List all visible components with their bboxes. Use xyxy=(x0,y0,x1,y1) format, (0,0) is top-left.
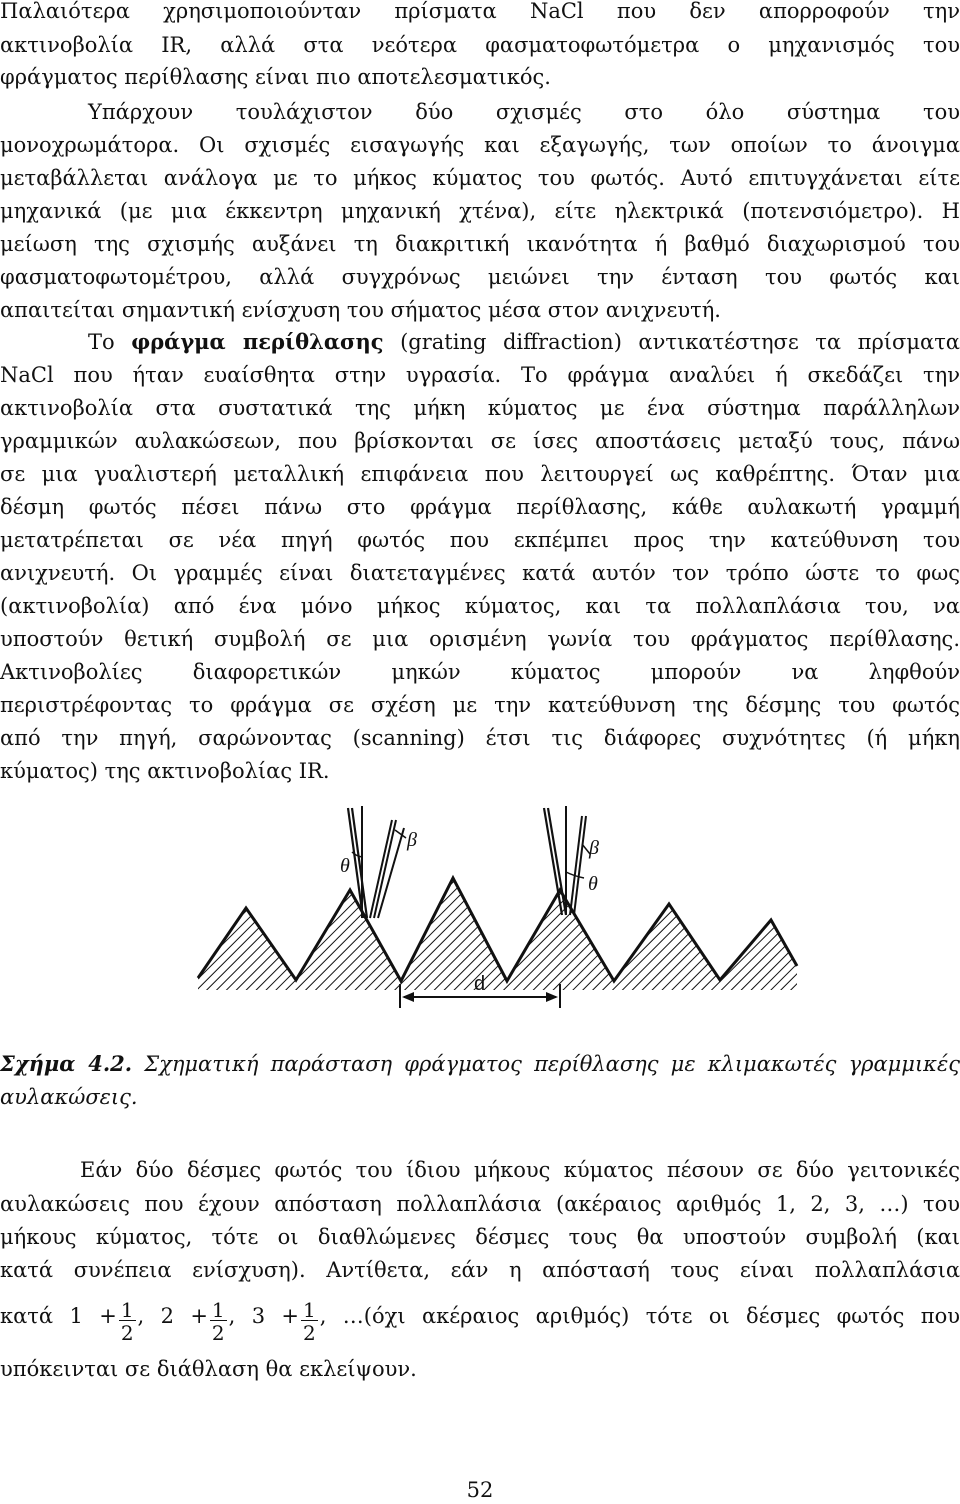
text-line: υπόκεινται σε διάθλαση θα εκλείψουν. xyxy=(0,1357,417,1381)
text-line: (ακτινοβολία) από ένα μόνο μήκος κύματος, και τα πολλαπλάσια του, να xyxy=(0,594,960,618)
fraction xyxy=(301,1300,318,1343)
text-line: αυλακώσεις που έχουν απόσταση πολλαπλάσια (ακέραιος αριθμός 1, 2, 3, …) του xyxy=(0,1192,960,1216)
label-theta: θ xyxy=(588,873,598,895)
fraction-denominator: 2 xyxy=(120,1321,134,1345)
text-line: γραμμικών αυλακώσεων, που βρίσκονται σε ίσες αποστάσεις μεταξύ τους, πάνω xyxy=(0,429,960,453)
arrow-head xyxy=(402,992,414,1002)
text-run: κατά xyxy=(0,1304,54,1328)
text-line: μείωση της σχισμής αυξάνει τη διακριτική ικανότητα ή βαθμό διαχωρισμού του xyxy=(0,232,960,256)
text-line: Εάν δύο δέσμες φωτός του ίδιου μήκους κύματος πέσουν σε δύο γειτονικές xyxy=(80,1158,960,1182)
text-line: ακτινοβολία στα συστατικά της μήκη κύματος με ένα σύστημα παράλληλων xyxy=(0,396,960,420)
text-run: Το xyxy=(88,330,132,354)
text-run: (grating diffraction) αντικατέστησε τα πρίσματα xyxy=(383,330,960,354)
text-line: μεταβάλλεται ανάλογα με το μήκος κύματος του φωτός. Αυτό επιτυγχάνεται είτε xyxy=(0,166,960,190)
incident-ray xyxy=(544,808,562,915)
label-d: d xyxy=(474,973,486,995)
text-line: Παλαιότερα χρησιμοποιούνταν πρίσματα NaCl που δεν απορροφούν την xyxy=(0,0,960,23)
caption-text: αυλακώσεις. xyxy=(0,1085,138,1109)
text-line: απαιτείται σημαντική ενίσχυση του σήματος μέσα στον ανιχνευτή. xyxy=(0,298,721,322)
label-beta: β xyxy=(589,837,599,859)
fraction-denominator: 2 xyxy=(211,1321,225,1345)
text-line: Ακτινοβολίες διαφορετικών μηκών κύματος μπορούν να ληφθούν xyxy=(0,660,960,684)
diffracted-ray xyxy=(370,820,392,918)
label-beta: β xyxy=(407,829,417,851)
text-line: σε μια γυαλιστερή μεταλλική επιφάνεια που λειτουργεί ως καθρέπτης. Όταν μια xyxy=(0,462,960,486)
text-line: ακτινοβολία IR, αλλά στα νεότερα φασματοφωτόμετρα ο μηχανισμός του xyxy=(0,33,960,57)
arrow-head xyxy=(546,992,558,1002)
fraction-numerator: 1 xyxy=(120,1298,134,1322)
text-line: NaCl που ήταν ευαίσθητα στην υγρασία. Το φράγμα αναλύει ή σκεδάζει την xyxy=(0,363,960,387)
text-line: ανιχνευτή. Οι γραμμές είναι διατεταγμένες κατά αυτόν τον τρόπο ώστε το φως xyxy=(0,561,960,585)
grating-diagram xyxy=(0,800,960,1030)
math-line: κατά 1 + $\frac{1}{2}$ , 2 + $\frac{1}{2}$ , 3 + $\frac{1}{2}$ , …(όχι ακέραιος αριθμός) τότε οι δέσμες φωτός που xyxy=(0,1298,960,1345)
text-line: μήκους κύματος, τότε οι διαθλώμενες δέσμες τους θα υποστούν συμβολή (και xyxy=(0,1225,960,1249)
text-line: μηχανικά (με μια έκκεντρη μηχανική χτένα), είτε ηλεκτρικά (ποτενσιόμετρο). Η xyxy=(0,199,960,223)
caption-text: Σχηματική παράσταση φράγματος περίθλασης με κλιμακωτές γραμμικές xyxy=(132,1052,960,1076)
text-line: κύματος) της ακτινοβολίας IR. xyxy=(0,759,330,783)
math-term: 2 + xyxy=(160,1304,208,1328)
fraction xyxy=(119,1300,136,1343)
fraction-denominator: 2 xyxy=(303,1321,316,1345)
text-line: μονοχρωμάτορα. Οι σχισμές εισαγωγής και εξαγωγής, των οποίων το άνοιγμα xyxy=(0,133,960,157)
grating-surface xyxy=(198,878,797,990)
bold-term: φράγμα περίθλασης xyxy=(131,329,384,354)
math-term: 1 + xyxy=(69,1304,117,1328)
fraction xyxy=(210,1300,227,1343)
figure-caption-cont xyxy=(0,1080,960,1114)
text-line: φράγματος περίθλασης είναι πιο αποτελεσματικός. xyxy=(0,65,551,89)
text-line: φασματοφωτομέτρου, αλλά συγχρόνως μειώνει την ένταση του φωτός και xyxy=(0,265,960,289)
text-line: κατά συνέπεια ενίσχυση). Αντίθετα, εάν η απόστασή τους είναι πολλαπλάσια xyxy=(0,1258,960,1282)
math-term: 3 + xyxy=(251,1304,300,1328)
text-line: υποστούν θετική συμβολή σε μια ορισμένη γωνία του φράγματος περίθλασης. xyxy=(0,627,960,651)
text-line: από την πηγή, σαρώνοντας (scanning) έτσι τις διάφορες συχνότητες (ή μήκη xyxy=(0,726,960,750)
page-number: 52 xyxy=(466,1478,494,1502)
fraction-numerator: 1 xyxy=(211,1298,225,1322)
text-line: δέσμη φωτός πέσει πάνω στο φράγμα περίθλασης, κάθε αυλακωτή γραμμή xyxy=(0,495,960,519)
label-theta: θ xyxy=(340,855,350,877)
text-line xyxy=(0,325,960,359)
figure-caption xyxy=(0,1047,960,1081)
fraction-numerator: 1 xyxy=(303,1298,316,1322)
text-line: περιστρέφοντας το φράγμα σε σχέση με την κατεύθυνση της δέσμης του φωτός xyxy=(0,693,960,717)
text-line: μετατρέπεται σε νέα πηγή φωτός που εκπέμπει προς την κατεύθυνση του xyxy=(0,528,960,552)
caption-label: Σχήμα 4.2. xyxy=(0,1051,133,1076)
grating-figure xyxy=(0,800,960,1030)
text-line: Υπάρχουν τουλάχιστον δύο σχισμές στο όλο σύστημα του xyxy=(88,100,960,124)
text-run: , …(όχι ακέραιος αριθμός) τότε οι δέσμες φωτός που xyxy=(319,1304,960,1328)
